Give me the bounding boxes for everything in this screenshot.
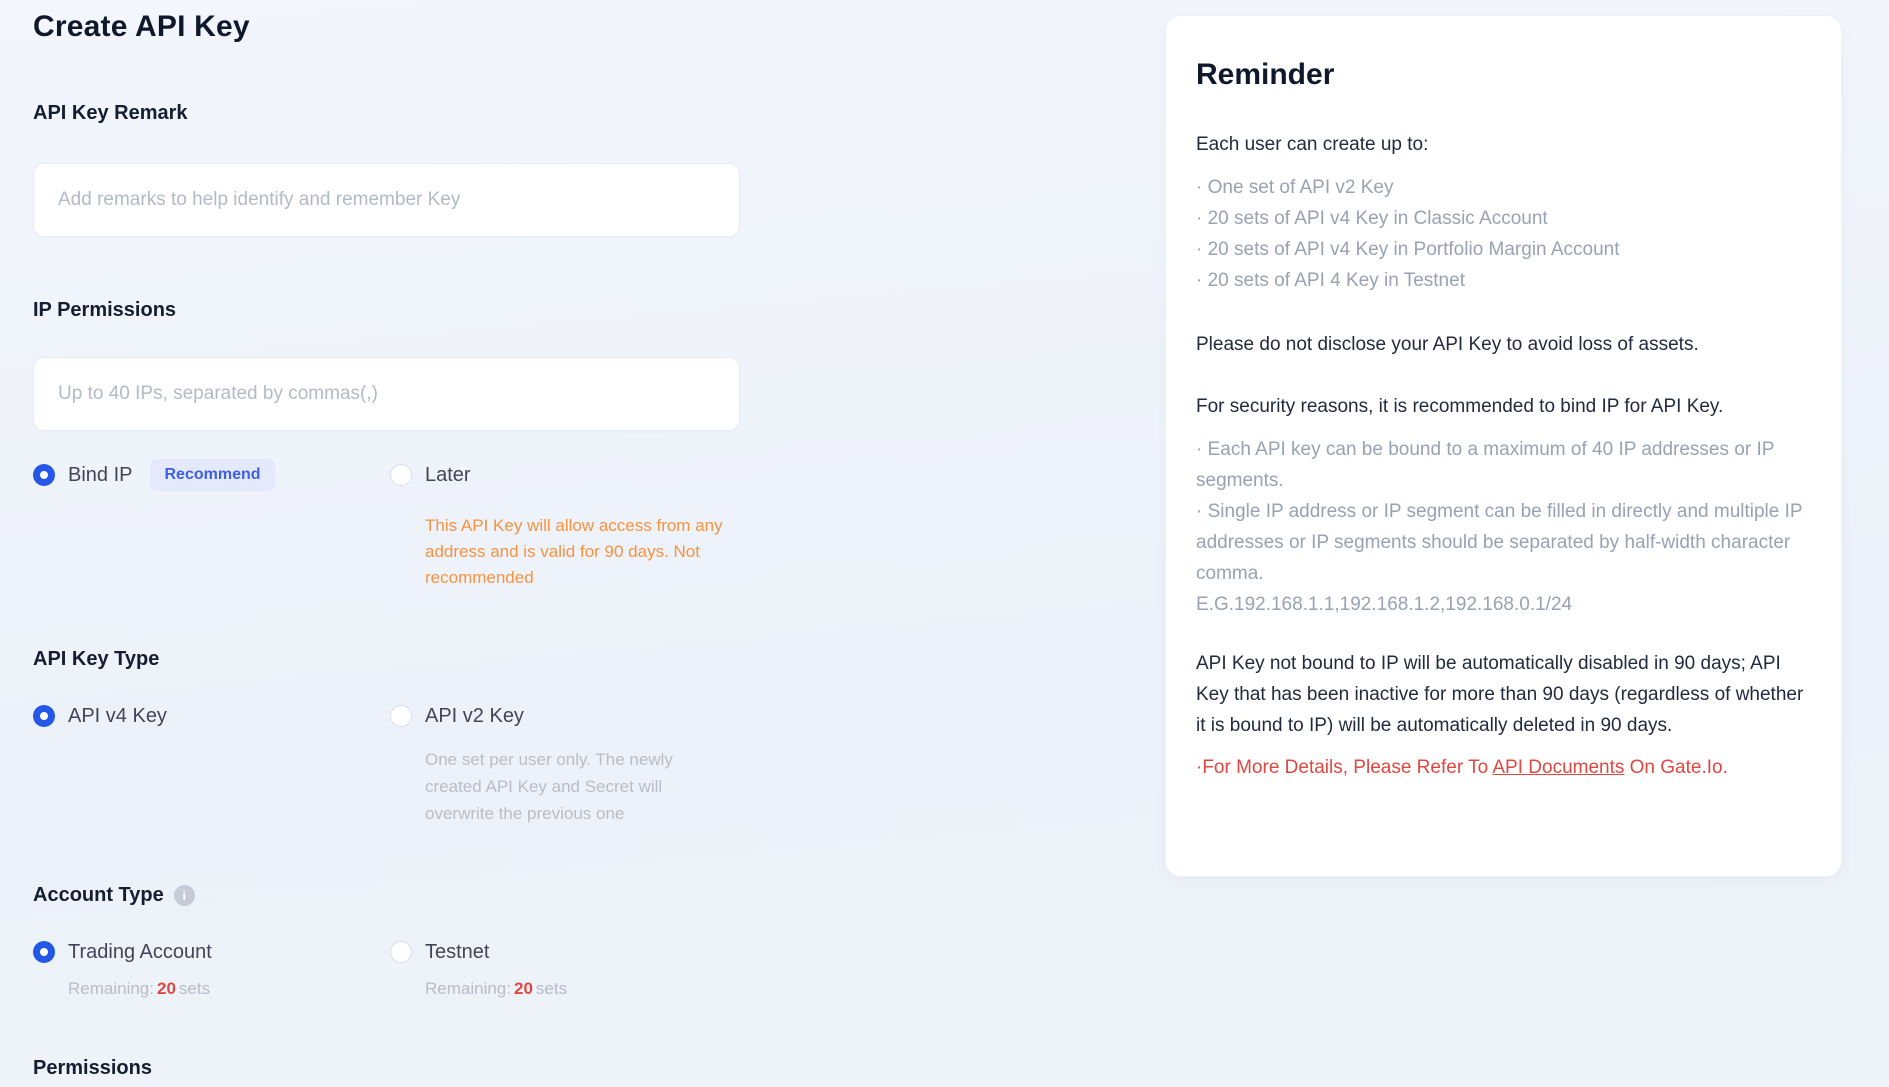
trading-account-remaining bbox=[68, 979, 390, 999]
testnet-label: Testnet bbox=[425, 940, 490, 963]
later-radio[interactable] bbox=[390, 458, 745, 492]
testnet-remaining bbox=[425, 979, 745, 999]
reminder-title: Reminder bbox=[1196, 58, 1335, 91]
api-key-remark-input[interactable] bbox=[33, 163, 740, 237]
remaining-prefix: Remaining: bbox=[68, 979, 154, 998]
more-details-suffix: On Gate.Io. bbox=[1624, 757, 1728, 778]
limit-item: · One set of API v2 Key bbox=[1196, 177, 1394, 198]
create-api-key-form bbox=[33, 0, 745, 1081]
bind-ip-label: Bind IP bbox=[68, 463, 133, 486]
api-v2-key-label: API v2 Key bbox=[425, 704, 524, 727]
radio-unselected-icon[interactable] bbox=[390, 941, 412, 963]
remaining-prefix: Remaining: bbox=[425, 979, 511, 998]
permissions-label: Permissions bbox=[33, 1057, 152, 1079]
api-v4-key-radio[interactable] bbox=[33, 699, 390, 733]
limit-item: · 20 sets of API v4 Key in Portfolio Margin Account bbox=[1196, 239, 1620, 260]
radio-selected-icon[interactable] bbox=[33, 941, 55, 963]
more-details-prefix: ·For More Details, Please Refer To bbox=[1196, 757, 1493, 778]
reminder-security-note: For security reasons, it is recommended to bind IP for API Key. bbox=[1196, 396, 1724, 417]
remaining-suffix: sets bbox=[178, 979, 211, 998]
recommend-badge: Recommend bbox=[150, 459, 274, 491]
api-key-remark-label: API Key Remark bbox=[33, 102, 188, 124]
trading-account-label: Trading Account bbox=[68, 940, 212, 963]
remaining-count: 20 bbox=[157, 979, 176, 998]
info-icon[interactable]: i bbox=[174, 885, 195, 906]
reminder-limits-list bbox=[1196, 172, 1811, 296]
ip-permissions-label: IP Permissions bbox=[33, 299, 177, 321]
account-type-label-text: Account Type bbox=[33, 884, 164, 906]
bind-ip-radio[interactable] bbox=[33, 458, 390, 492]
radio-selected-icon[interactable] bbox=[33, 464, 55, 486]
remaining-count: 20 bbox=[514, 979, 533, 998]
radio-selected-icon[interactable] bbox=[33, 705, 55, 727]
later-label: Later bbox=[425, 463, 471, 486]
radio-unselected-icon[interactable] bbox=[390, 705, 412, 727]
api-v2-key-radio[interactable] bbox=[390, 699, 745, 733]
reminder-panel bbox=[1165, 15, 1842, 877]
ip-note-item: · Single IP address or IP segment can be filled in directly and multiple IP addresses or IP segments should be separated by half-width character comma. bbox=[1196, 501, 1803, 584]
page-title: Create API Key bbox=[33, 10, 250, 43]
radio-unselected-icon[interactable] bbox=[390, 464, 412, 486]
api-key-type-radio-group bbox=[33, 699, 745, 827]
api-documents-link[interactable]: API Documents bbox=[1492, 757, 1625, 778]
trading-account-radio[interactable] bbox=[33, 935, 390, 969]
remaining-suffix: sets bbox=[535, 979, 568, 998]
testnet-radio[interactable] bbox=[390, 935, 745, 969]
reminder-auto-disable-note: API Key not bound to IP will be automatically disabled in 90 days; API Key that has been inactive for more than 90 days (regardless of whether it is bound to IP) will be automatically deleted in 90 days. bbox=[1196, 653, 1804, 736]
ip-permissions-input[interactable] bbox=[33, 357, 740, 431]
ip-note-item: E.G.192.168.1.1,192.168.1.2,192.168.0.1/24 bbox=[1196, 594, 1573, 615]
limit-item: · 20 sets of API v4 Key in Classic Account bbox=[1196, 208, 1548, 229]
reminder-more-details bbox=[1196, 755, 1811, 781]
limit-item: · 20 sets of API 4 Key in Testnet bbox=[1196, 270, 1465, 291]
reminder-ip-notes bbox=[1196, 434, 1811, 620]
account-type-radio-group bbox=[33, 935, 745, 999]
reminder-intro: Each user can create up to: bbox=[1196, 134, 1429, 155]
ip-binding-radio-group bbox=[33, 458, 745, 591]
api-v2-key-description: One set per user only. The newly created API Key and Secret will overwrite the previous one bbox=[425, 750, 673, 823]
ip-note-item: · Each API key can be bound to a maximum of 40 IP addresses or IP segments. bbox=[1196, 439, 1775, 491]
reminder-disclose-note: Please do not disclose your API Key to avoid loss of assets. bbox=[1196, 334, 1699, 355]
api-key-type-label: API Key Type bbox=[33, 648, 160, 670]
later-warning-text: This API Key will allow access from any address and is valid for 90 days. Not recommended bbox=[425, 516, 723, 587]
api-v4-key-label: API v4 Key bbox=[68, 704, 167, 727]
account-type-label bbox=[33, 882, 745, 908]
